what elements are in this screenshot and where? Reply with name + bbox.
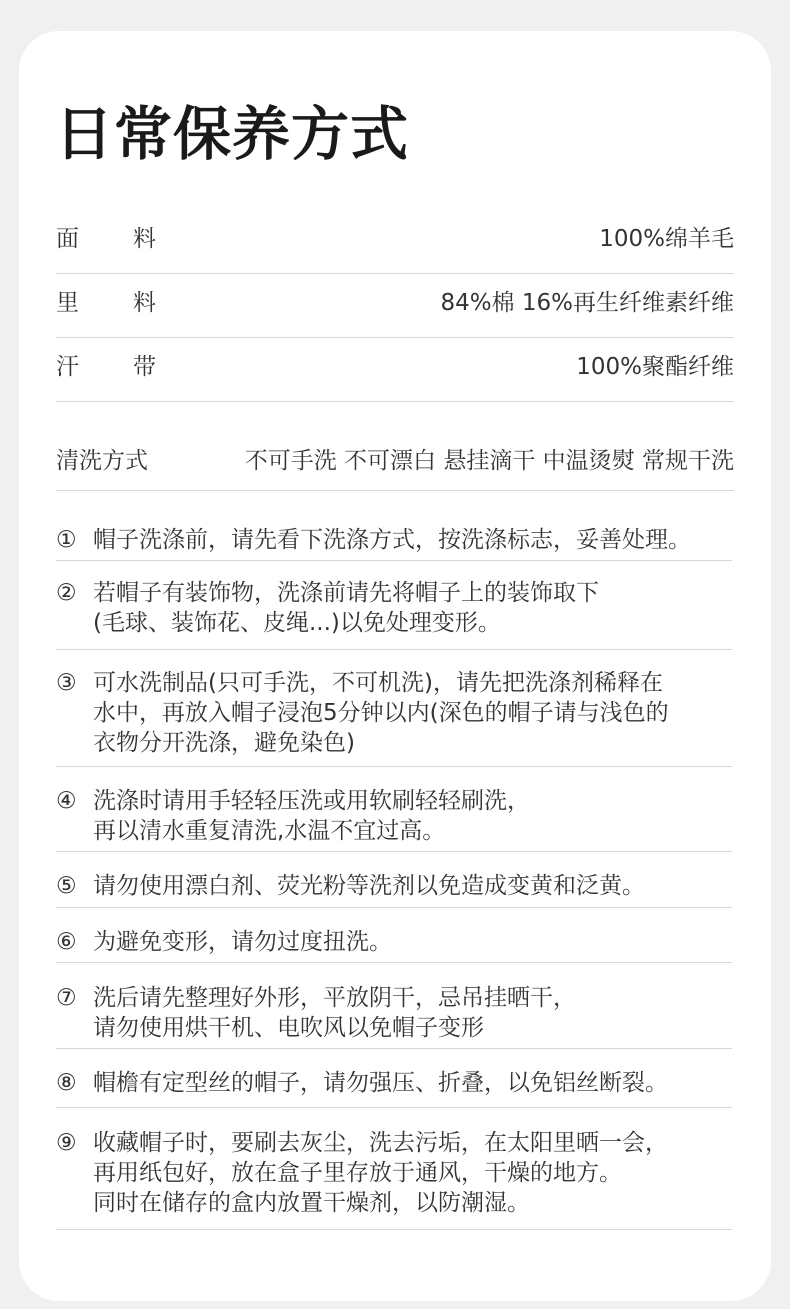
spec-label-char: 料 [133, 226, 156, 252]
spec-label-char: 汗 [56, 354, 79, 380]
tip-text [93, 983, 576, 1043]
spec-label-char: 里 [56, 290, 79, 316]
tip-line: 衣物分开洗涤，避免染色) [93, 730, 355, 756]
spec-label-char: 带 [133, 354, 156, 380]
tip-line: 帽子洗涤前，请先看下洗涤方式，按洗涤标志，妥善处理。 [93, 527, 691, 553]
tip-text [93, 927, 392, 957]
care-tip-1 [56, 515, 732, 561]
care-tip-2 [56, 568, 732, 650]
tip-text [93, 786, 530, 846]
washing-method-value: 不可手洗 不可漂白 悬挂滴干 中温烫熨 常规干洗 [244, 448, 734, 474]
tip-number: ① [56, 527, 77, 553]
tip-line: 可水洗制品(只可手洗，不可机洗)，请先把洗涤剂稀释在 [93, 670, 663, 696]
tip-number: ⑧ [56, 1070, 77, 1096]
tip-line: 请勿使用烘干机、电吹风以免帽子变形 [93, 1015, 484, 1041]
spec-label-char: 面 [56, 226, 79, 252]
washing-method-row [56, 434, 734, 491]
spec-value: 100%绵羊毛 [599, 226, 734, 252]
spec-value: 100%聚酯纤维 [576, 354, 734, 380]
tip-line: 同时在储存的盒内放置干燥剂，以防潮湿。 [93, 1190, 530, 1216]
care-tip-6 [56, 917, 732, 963]
care-tip-8 [56, 1058, 732, 1108]
tip-number: ② [56, 580, 77, 606]
tip-text [93, 1128, 668, 1218]
tip-number: ③ [56, 670, 77, 696]
tip-line: 帽檐有定型丝的帽子，请勿强压、折叠，以免铝丝断裂。 [93, 1070, 668, 1096]
spec-row-shell [56, 210, 734, 274]
tip-line: 水中，再放入帽子浸泡5分钟以内(深色的帽子请与浅色的 [93, 700, 669, 726]
tip-number: ⑨ [56, 1130, 77, 1156]
care-tip-3 [56, 658, 732, 767]
tip-text [93, 871, 645, 901]
tip-line: 再用纸包好，放在盒子里存放于通风，干燥的地方。 [93, 1160, 622, 1186]
tip-text [93, 1068, 668, 1098]
tip-number: ⑤ [56, 873, 77, 899]
spec-label-char: 料 [133, 290, 156, 316]
spec-label [56, 288, 156, 318]
tip-line: 洗涤时请用手轻轻压洗或用软刷轻轻刷洗， [93, 788, 530, 814]
tip-line: 若帽子有装饰物，洗涤前请先将帽子上的装饰取下 [93, 580, 599, 606]
spec-label [56, 352, 156, 382]
page-title: 日常保养方式 [55, 100, 410, 168]
tip-line: 收藏帽子时，要刷去灰尘，洗去污垢，在太阳里晒一会， [93, 1130, 668, 1156]
spec-row-sweatband [56, 338, 734, 402]
tip-number: ④ [56, 788, 77, 814]
tip-number: ⑥ [56, 929, 77, 955]
tip-line: 再以清水重复清洗,水温不宜过高。 [93, 818, 446, 844]
tip-line: 请勿使用漂白剂、荧光粉等洗剂以免造成变黄和泛黄。 [93, 873, 645, 899]
tip-line: 为避免变形，请勿过度扭洗。 [93, 929, 392, 955]
tip-text [93, 578, 599, 638]
care-tip-7 [56, 973, 732, 1049]
spec-label [56, 224, 156, 254]
tip-line: 洗后请先整理好外形，平放阴干，忌吊挂晒干， [93, 985, 576, 1011]
care-tip-4 [56, 776, 732, 852]
tip-text [93, 525, 691, 555]
spec-row-lining [56, 274, 734, 338]
tip-text [93, 668, 669, 758]
washing-method-label: 清洗方式 [56, 448, 148, 474]
care-tip-5 [56, 861, 732, 908]
tip-number: ⑦ [56, 985, 77, 1011]
care-tip-9 [56, 1118, 732, 1230]
spec-value: 84%棉 16%再生纤维素纤维 [440, 290, 734, 316]
tip-line: (毛球、装饰花、皮绳...)以免处理变形。 [93, 610, 501, 636]
